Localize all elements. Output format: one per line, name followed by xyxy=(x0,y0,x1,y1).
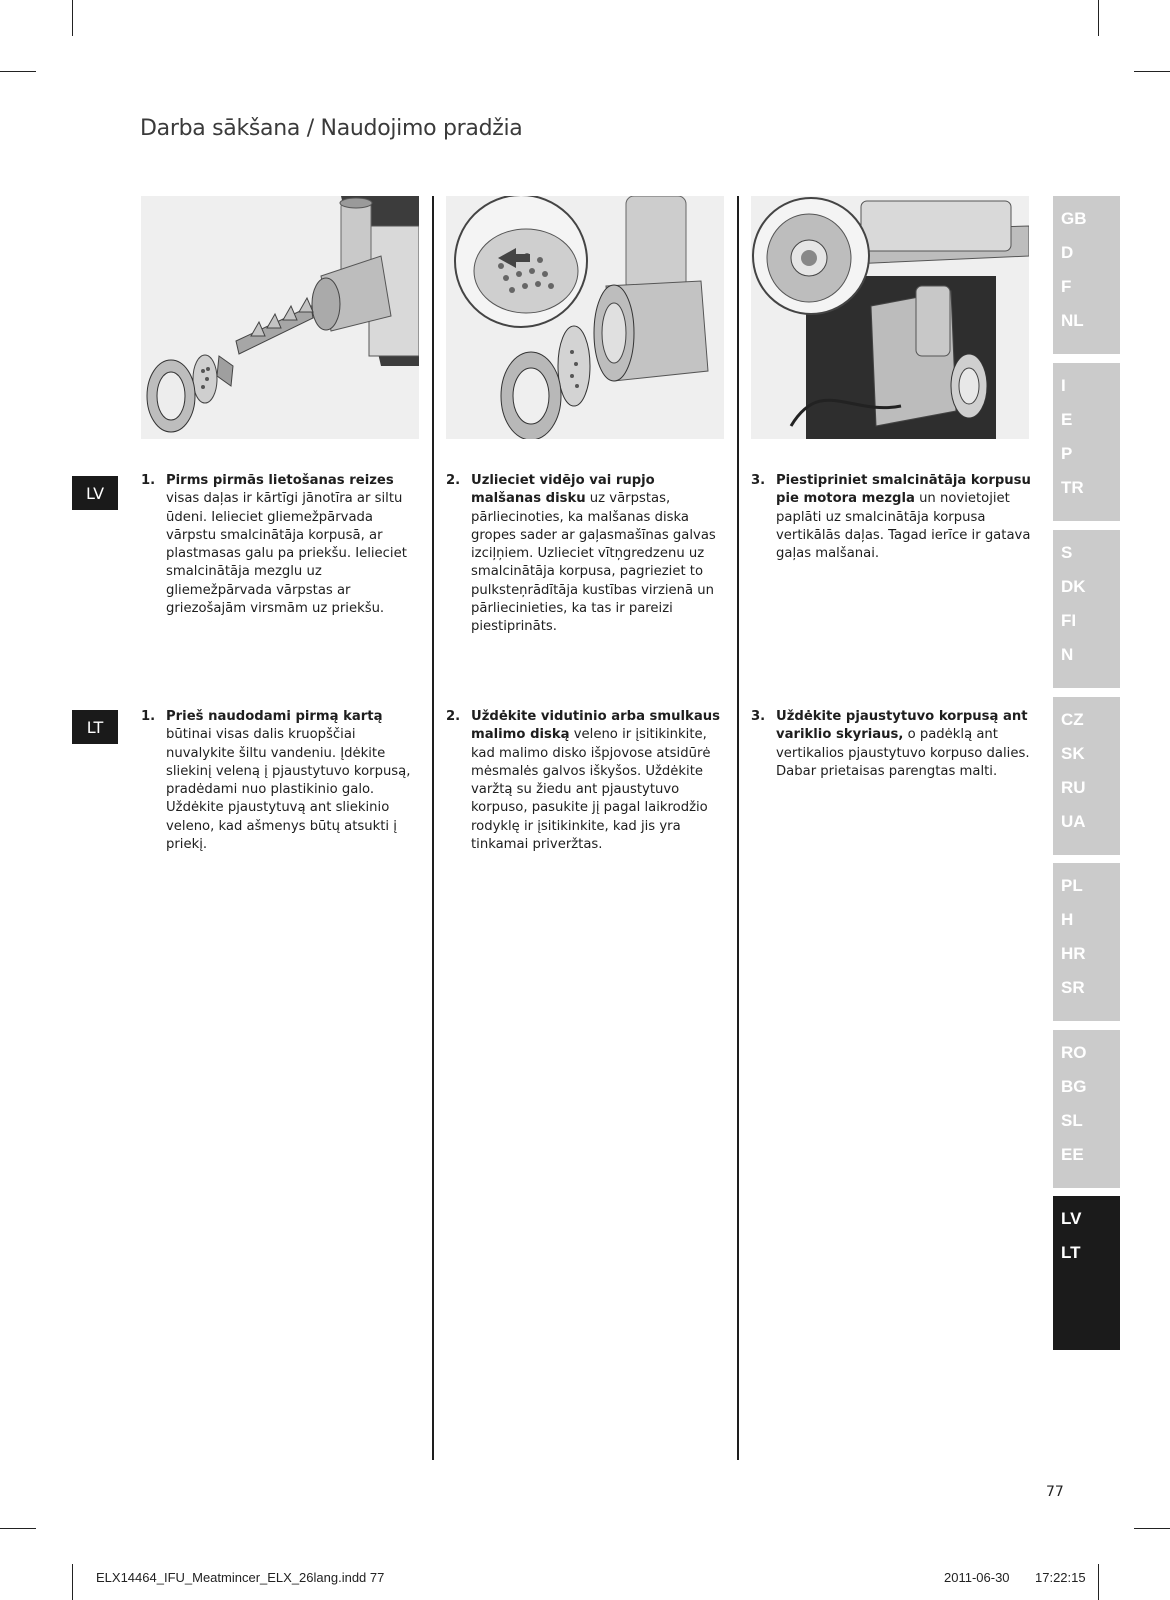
illustration-assembly-parts xyxy=(141,196,419,439)
lang-tab[interactable]: SL xyxy=(1061,1111,1083,1130)
lang-tab[interactable]: DK xyxy=(1061,577,1086,596)
lang-tab-group xyxy=(1053,196,1120,354)
crop-mark xyxy=(72,0,73,36)
column-divider xyxy=(432,196,434,1460)
step-item xyxy=(446,708,726,854)
step-number: 3. xyxy=(751,473,766,488)
lang-tab[interactable]: TR xyxy=(1061,478,1084,497)
crop-mark xyxy=(1098,0,1099,36)
lang-tab-group xyxy=(1053,863,1120,1021)
page-number: 77 xyxy=(1046,1484,1064,1500)
lang-tab[interactable]: RO xyxy=(1061,1043,1087,1062)
page-title: Darba sākšana / Naudojimo pradžia xyxy=(140,116,523,141)
lang-tab-group xyxy=(1053,363,1120,521)
step-number: 2. xyxy=(446,473,461,488)
step-text: uz vārpstas, pārliecinoties, ka malšanas diska gropes sader ar gaļasmašīnas galvas izciļņiem. Uzlieciet vītņgredzenu uz smalcinātāja korpusa, pagrieziet to pulksteņrādītāja kustības virzienā un pārliecinieties, ka tas ir pareizi piestiprināts. xyxy=(471,491,716,635)
crop-mark xyxy=(1098,1564,1099,1600)
lang-tab-group xyxy=(1053,530,1120,688)
step-heading: Pirms pirmās lietošanas reizes xyxy=(166,473,394,488)
lang-tab[interactable]: HR xyxy=(1061,944,1086,963)
step-heading: Prieš naudodami pirmą kartą xyxy=(166,709,383,724)
lang-tab[interactable]: RU xyxy=(1061,778,1086,797)
step-number: 1. xyxy=(141,473,156,488)
step-item xyxy=(141,472,421,618)
step-heading: Piestipriniet smalcinātāja korpusu pie motora mezgla xyxy=(776,473,1031,507)
crop-mark xyxy=(72,1564,73,1600)
crop-mark xyxy=(1134,71,1170,72)
step-number: 3. xyxy=(751,709,766,724)
step-text: veleno ir įsitikinkite, kad malimo disko išpjovose atsidūrė mėsmalės galvos iškyšos. Uždėkite varžtą su žiedu ant pjaustytuvo korpuso, pasukite jį pagal laikrodžio rodyklę ir įsitikinkite, kad jis yra tinkamai priveržtas. xyxy=(471,727,711,853)
illustration-disc-fitting xyxy=(446,196,724,439)
lang-tab-active[interactable]: LT xyxy=(1061,1243,1081,1262)
column-divider xyxy=(737,196,739,1460)
lang-tab[interactable]: FI xyxy=(1061,611,1077,630)
lang-badge-lt: LT xyxy=(72,710,118,744)
step-text: būtinai visas dalis kruopščiai nuvalykite šiltu vandeniu. Įdėkite sliekinį veleną į pjaustytuvo korpusą, pradėdami nuo plastikinio galo. Uždėkite pjaustytuvą ant sliekinio veleno, kad ašmenys būtų atsukti į priekį. xyxy=(166,727,411,853)
illustration-motor-attach xyxy=(751,196,1029,439)
lang-tab[interactable]: N xyxy=(1061,645,1074,664)
lang-tab[interactable]: F xyxy=(1061,277,1072,296)
lang-tab[interactable]: EE xyxy=(1061,1145,1084,1164)
lang-tab[interactable]: BG xyxy=(1061,1077,1087,1096)
lang-tab[interactable]: H xyxy=(1061,910,1074,929)
lang-tab-group xyxy=(1053,697,1120,855)
step-item xyxy=(141,708,421,854)
lang-tab-group-active xyxy=(1053,1196,1120,1350)
step-text: un novietojiet paplāti uz smalcinātāja korpusa vertikālās daļas. Tagad ierīce ir gatava gaļas malšanai. xyxy=(776,491,1031,562)
lang-tab[interactable]: UA xyxy=(1061,812,1086,831)
lang-tab-group xyxy=(1053,1030,1120,1188)
lang-tab[interactable]: SK xyxy=(1061,744,1085,763)
footer-date: 2011-06-30 xyxy=(944,1570,1010,1585)
step-heading: Uždėkite vidutinio arba smulkaus malimo diską xyxy=(471,709,720,743)
lang-tab[interactable]: NL xyxy=(1061,311,1084,330)
lang-tab[interactable]: PL xyxy=(1061,876,1083,895)
crop-mark xyxy=(0,1528,36,1529)
step-number: 2. xyxy=(446,709,461,724)
lang-tab[interactable]: P xyxy=(1061,444,1073,463)
crop-mark xyxy=(1134,1528,1170,1529)
step-item xyxy=(751,472,1036,563)
footer-file: ELX14464_IFU_Meatmincer_ELX_26lang.indd 77 xyxy=(96,1570,385,1585)
step-item xyxy=(446,472,726,637)
lang-tab[interactable]: CZ xyxy=(1061,710,1084,729)
step-text: visas daļas ir kārtīgi jānotīra ar siltu ūdeni. Ielieciet gliemežpārvada vārpstu smalcinātāja korpusā, ar plastmasas galu pa priekšu. Ielieciet smalcinātāja mezglu uz gliemežpārvada vārpstas ar griezošajām virsmām uz priekšu. xyxy=(166,491,407,617)
lang-tab[interactable]: D xyxy=(1061,243,1074,262)
lang-tab[interactable]: S xyxy=(1061,543,1073,562)
lang-tab[interactable]: GB xyxy=(1061,209,1087,228)
step-item xyxy=(751,708,1036,781)
lang-tab[interactable]: SR xyxy=(1061,978,1085,997)
lang-badge-lv: LV xyxy=(72,476,118,510)
crop-mark xyxy=(0,71,36,72)
lang-tab[interactable]: E xyxy=(1061,410,1073,429)
step-number: 1. xyxy=(141,709,156,724)
step-text: o padėklą ant vertikalios pjaustytuvo korpuso dalies. Dabar prietaisas parengtas malti. xyxy=(776,727,1030,779)
lang-tab[interactable]: I xyxy=(1061,376,1066,395)
footer-time: 17:22:15 xyxy=(1035,1570,1086,1585)
step-heading: Uzlieciet vidējo vai rupjo malšanas disku xyxy=(471,473,655,507)
lang-tab-active[interactable]: LV xyxy=(1061,1209,1082,1228)
step-heading: Uždėkite pjaustytuvo korpusą ant variklio skyriaus, xyxy=(776,709,1028,743)
